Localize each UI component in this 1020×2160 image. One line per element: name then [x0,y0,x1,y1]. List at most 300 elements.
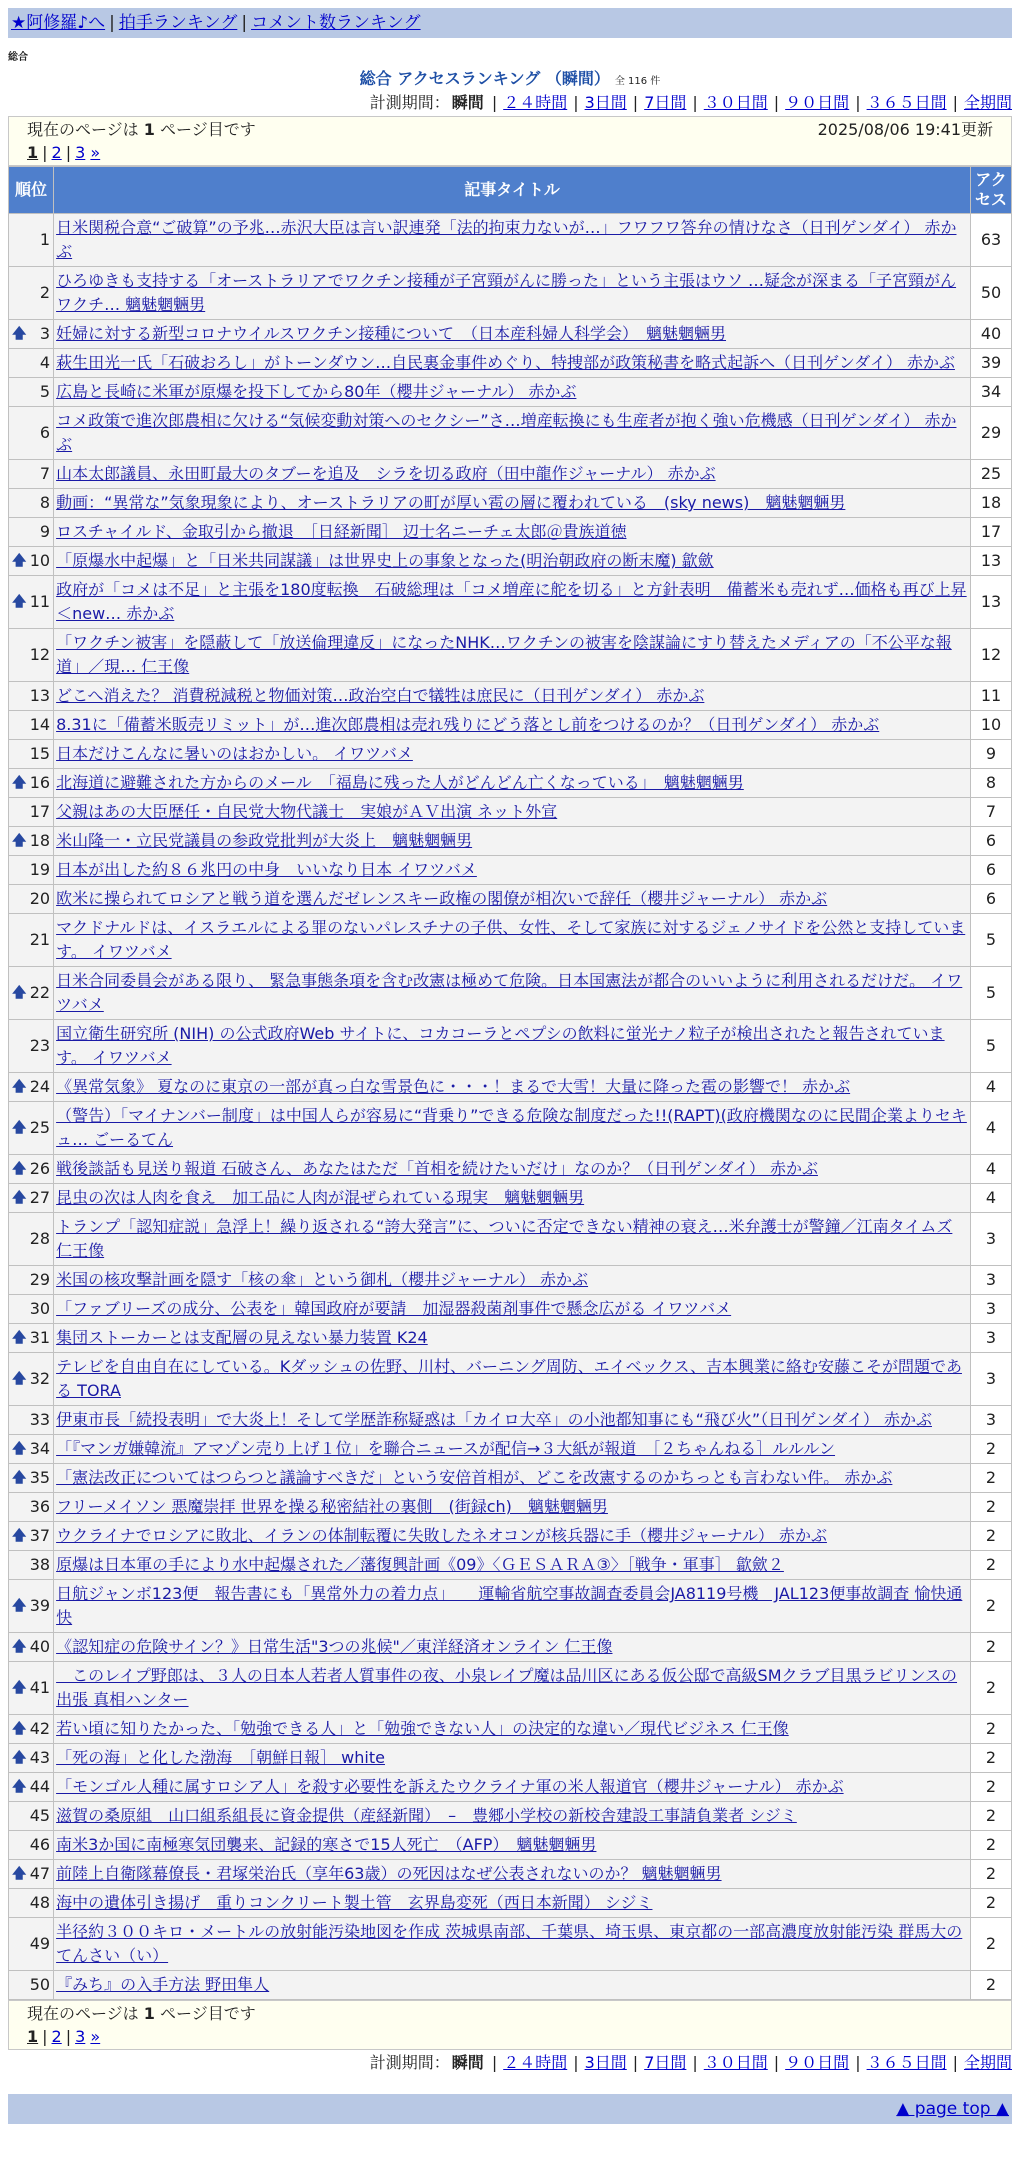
title-cell [54,967,971,1020]
access-count: 13 [971,547,1012,576]
table-row [9,576,1012,629]
rank-number: 27 [29,1188,51,1207]
info-box-bottom [8,2000,1012,2050]
category-label: 総合 [8,52,28,63]
period-link[interactable]: 全期間 [963,93,1012,112]
rank-number: 26 [29,1159,51,1178]
ranking-table [8,166,1012,2000]
rank-cell [9,1493,54,1522]
rank-cell [9,827,54,856]
table-row [9,547,1012,576]
rank-number: 33 [29,1410,51,1429]
table-row [9,1831,1012,1860]
table-row [9,1102,1012,1155]
rank-cell [9,1073,54,1102]
rank-number: 45 [29,1806,51,1825]
rank-number: 8 [39,493,51,512]
article-link[interactable]: 昆虫の次は人肉を食え 加工品に人肉が混ぜられている現実 魑魅魍魎男 [56,1188,585,1207]
title-cell [54,827,971,856]
article-link[interactable]: 南米3か国に南極寒気団襲来、記録的寒さで15人死亡 （AFP） 魑魅魍魎男 [56,1835,597,1854]
table-row [9,1155,1012,1184]
rank-cell [9,1020,54,1073]
table-row [9,1744,1012,1773]
home-link[interactable]: ★阿修羅♪へ [11,13,106,33]
table-row [9,1580,1012,1633]
access-count: 2 [971,1744,1012,1773]
info-box-top [8,116,1012,166]
period-link[interactable]: ２４時間 [503,93,568,112]
rank-number: 4 [39,353,51,372]
title-cell [54,1406,971,1435]
rank-cell [9,885,54,914]
up-arrow-icon: 🡅 [12,1190,27,1206]
period-link[interactable]: ９０日間 [785,2053,850,2072]
up-arrow-icon: 🡅 [12,1470,27,1486]
page-link[interactable]: 2 [51,143,62,162]
access-count: 17 [971,518,1012,547]
rank-number: 5 [39,382,51,401]
rank-cell [9,967,54,1020]
period-link[interactable]: 3日間 [584,93,627,112]
article-link[interactable]: 「『マンガ嫌韓流』アマゾン売り上げ１位」を聯合ニュースが配信→３大紙が報道 ［２ちゃんねる］ルルルン [56,1439,836,1458]
access-count: 13 [971,576,1012,629]
table-row [9,885,1012,914]
rank-cell [9,856,54,885]
article-link[interactable]: 戦後談話も見送り報道 石破さん、あなたはただ「首相を続けたいだけ」なのか？（日刊ゲンダイ） 赤かぶ [56,1159,818,1178]
article-link[interactable]: 日航ジャンボ123便 報告書にも「異常外力の着力点」 運輸省航空事故調査委員会JA8119号機 JAL123便事故調査 愉快通快 [56,1584,963,1627]
rank-cell [9,914,54,967]
rank-number: 39 [29,1596,51,1615]
period-separator: | [491,93,498,112]
page-title: 総合 アクセスランキング （瞬間） [359,69,610,88]
access-count: 2 [971,1889,1012,1918]
access-count: 2 [971,1551,1012,1580]
rank-number: 30 [29,1299,51,1318]
article-link[interactable]: コメ政策で進次郎農相に欠ける“気候変動対策へのセクシー”さ…増産転換にも生産者が抱く強い危機感（日刊ゲンダイ） 赤かぶ [56,411,957,454]
title-cell [54,798,971,827]
title-cell [54,1213,971,1266]
title-cell [54,1889,971,1918]
title-cell [54,1744,971,1773]
title-cell [54,460,971,489]
article-link[interactable]: 山本太郎議員、永田町最大のタブーを追及 シラを切る政府（田中龍作ジャーナル） 赤かぶ [56,464,716,483]
period-current: 瞬間 [451,93,484,112]
rank-number: 9 [39,522,51,541]
rank-cell [9,1102,54,1155]
table-row [9,320,1012,349]
article-link[interactable]: 日米関税合意“ご破算”の予兆…赤沢大臣は言い訳連発「法的拘束力ないが…」フワフワ答弁の情けなさ（日刊ゲンダイ） 赤かぶ [56,218,957,261]
rank-cell [9,1464,54,1493]
period-link[interactable]: 全期間 [963,2053,1012,2072]
up-arrow-icon: 🡅 [12,833,27,849]
access-count: 4 [971,1184,1012,1213]
rank-cell [9,1266,54,1295]
table-row [9,1918,1012,1971]
title-cell [54,1662,971,1715]
access-count: 3 [971,1324,1012,1353]
total-count: 全 116 件 [614,76,661,87]
article-link[interactable]: 滋賀の桑原組 山口組系組長に資金提供（産経新聞） – 豊郷小学校の新校舎建設工事請負業者 シジミ [56,1806,797,1825]
footer-bar [8,2094,1012,2124]
access-count: 2 [971,1662,1012,1715]
table-row [9,1493,1012,1522]
title-cell [54,740,971,769]
article-link[interactable]: 妊婦に対する新型コロナウイルスワクチン接種について （日本産科婦人科学会） 魑魅魍魎男 [56,324,727,343]
title-cell [54,914,971,967]
rank-cell [9,1918,54,1971]
title-cell [54,267,971,320]
article-link[interactable]: 《異常気象》 夏なのに東京の一部が真っ白な雪景色に・・・！まるで大雪！大量に降った雹の影響で！ 赤かぶ [56,1077,851,1096]
title-cell [54,1715,971,1744]
table-row [9,856,1012,885]
up-arrow-icon: 🡅 [12,985,27,1001]
page-separator: | [65,2027,72,2046]
rank-cell [9,1580,54,1633]
rank-header: 順位 [9,167,54,214]
article-link[interactable]: 集団ストーカーとは支配層の見えない暴力装置 K24 [56,1328,428,1347]
rank-number: 49 [29,1934,51,1953]
rank-number: 14 [29,715,51,734]
period-separator: | [491,2053,498,2072]
up-arrow-icon: 🡅 [12,1721,27,1737]
table-row [9,1353,1012,1406]
next-page-link[interactable]: » [90,143,101,162]
period-separator: | [773,93,780,112]
rank-number: 20 [29,889,51,908]
rank-cell [9,547,54,576]
rank-number: 1 [39,230,51,249]
access-count: 9 [971,740,1012,769]
access-count: 5 [971,1020,1012,1073]
article-link[interactable]: 政府が「コメは不足」と主張を180度転換 石破総理は「コメ増産に舵を切る」と方針表明 備蓄米も売れず…価格も再び上昇＜new… 赤かぶ [56,580,967,623]
period-link[interactable]: 7日間 [644,2053,687,2072]
access-count: 2 [971,1860,1012,1889]
article-link[interactable]: マクドナルドは、イスラエルによる罪のないパレスチナの子供、女性、そして家族に対するジェノサイドを公然と支持しています。 イワツバメ [56,918,966,961]
title-cell [54,1580,971,1633]
access-count: 2 [971,1435,1012,1464]
rank-number: 16 [29,773,51,792]
rank-number: 7 [39,464,51,483]
rank-cell [9,1633,54,1662]
article-link[interactable]: 日米合同委員会がある限り、 緊急事態条項を含む改憲は極めて危険。日本国憲法が都合のいいように利用されるだけだ。 イワツバメ [56,971,963,1014]
article-link[interactable]: 欧米に操られてロシアと戦う道を選んだゼレンスキー政権の閣僚が相次いで辞任（櫻井ジャーナル） 赤かぶ [56,889,828,908]
table-row [9,1522,1012,1551]
article-link[interactable]: どこへ消えた？ 消費税減税と物価対策…政治空白で犠牲は庶民に（日刊ゲンダイ） 赤かぶ [56,686,705,705]
period-separator: | [952,2053,958,2072]
up-arrow-icon: 🡅 [12,1330,27,1346]
title-cell [54,1295,971,1324]
period-link[interactable]: ２４時間 [503,2053,568,2072]
article-link[interactable]: 日本だけこんなに暑いのはおかしい。 イワツバメ [56,744,413,763]
access-count: 2 [971,1580,1012,1633]
article-link[interactable]: 若い頃に知りたかった、「勉強できる人」と「勉強できない人」の決定的な違い／現代ビジネス 仁王像 [56,1719,789,1738]
article-link[interactable]: 「憲法改正についてはつらつと議論すべきだ」という安倍首相が、どこを改憲するのかちっとも言わない件。 赤かぶ [56,1468,893,1487]
title-cell [54,1493,971,1522]
period-link[interactable]: 3日間 [584,2053,627,2072]
article-link[interactable]: ロスチャイルド、金取引から撤退 ［日経新聞］ 辺士名ニーチェ太郎＠貴族道徳 [56,522,627,541]
page-current: 1 [27,143,39,162]
title-cell [54,1464,971,1493]
table-row [9,1860,1012,1889]
rank-number: 15 [29,744,51,763]
rank-number: 28 [29,1229,51,1248]
access-count: 18 [971,489,1012,518]
access-count: 2 [971,1802,1012,1831]
article-link[interactable]: 伊東市長「続投表明」で大炎上！そして学歴詐称疑惑は「カイロ大卒」の小池都知事にも“飛び火”（日刊ゲンダイ） 赤かぶ [56,1410,932,1429]
up-arrow-icon: 🡅 [12,1680,27,1696]
table-row [9,629,1012,682]
rank-number: 23 [29,1036,51,1055]
article-link[interactable]: 「死の海」と化した渤海 ［朝鮮日報］ white [56,1748,385,1767]
rank-cell [9,740,54,769]
article-link[interactable]: 「ファブリーズの成分、公表を」韓国政府が要請 加湿器殺菌剤事件で懸念広がる イワツバメ [56,1299,732,1318]
table-row [9,1324,1012,1353]
title-cell [54,1073,971,1102]
rank-cell [9,1802,54,1831]
page-separator: | [42,2027,48,2046]
access-count: 10 [971,711,1012,740]
rank-number: 29 [29,1270,51,1289]
up-arrow-icon: 🡅 [12,1161,27,1177]
period-link[interactable]: ３６５日間 [866,2053,947,2072]
article-link[interactable]: 広島と長崎に米軍が原爆を投下してから80年（櫻井ジャーナル） 赤かぶ [56,382,577,401]
period-selector [0,90,1012,116]
table-row [9,1662,1012,1715]
ranking-body [9,214,1012,2000]
table-row [9,967,1012,1020]
rank-cell [9,1155,54,1184]
rank-number: 13 [29,686,51,705]
title-cell [54,1773,971,1802]
article-link[interactable]: 前陸上自衛隊幕僚長・君塚栄治氏（享年63歳）の死因はなぜ公表されないのか？ 魑魅魍魎男 [56,1864,722,1883]
period-link[interactable]: ３０日間 [703,93,768,112]
table-row [9,378,1012,407]
article-link[interactable]: 海中の遺体引き揚げ 重りコンクリート製土管 玄界島変死（西日本新聞） シジミ [56,1893,653,1912]
article-link[interactable]: ひろゆきも支持する「オーストラリアでワクチン接種が子宮頸がんに勝った」という主張はウソ …疑念が深まる「子宮頸がんワクチ… 魑魅魍魎男 [56,271,957,314]
access-count: 11 [971,682,1012,711]
title-cell [54,682,971,711]
rank-number: 43 [29,1748,51,1767]
rank-number: 44 [29,1777,51,1796]
comment-ranking-link[interactable]: コメント数ランキング [251,13,421,33]
title-cell [54,1324,971,1353]
rank-number: 35 [29,1468,51,1487]
rank-number: 17 [29,802,51,821]
rank-cell [9,267,54,320]
article-link[interactable]: 米国の核攻撃計画を隠す「核の傘」という御札（櫻井ジャーナル） 赤かぶ [56,1270,589,1289]
article-link[interactable]: 「モンゴル人種に属すロシア人」を殺す必要性を訴えたウクライナ軍の米人報道官（櫻井ジャーナル） 赤かぶ [56,1777,844,1796]
access-count: 3 [971,1213,1012,1266]
up-arrow-icon: 🡅 [12,1079,27,1095]
access-count: 6 [971,856,1012,885]
period-link[interactable]: ３６５日間 [866,93,947,112]
article-link[interactable]: 動画：“異常な”気象現象により、オーストラリアの町が厚い雹の層に覆われている (sky news) 魑魅魍魎男 [56,493,846,512]
access-count: 2 [971,1918,1012,1971]
title-cell [54,1860,971,1889]
period-label: 計測期間： [369,2053,450,2072]
title-cell [54,214,971,267]
rank-cell [9,489,54,518]
rank-cell [9,1971,54,2000]
access-count: 39 [971,349,1012,378]
up-arrow-icon: 🡅 [12,775,27,791]
rank-number: 18 [29,831,51,850]
table-row [9,711,1012,740]
table-row [9,1213,1012,1266]
article-link[interactable]: 国立衛生研究所 (NIH) の公式政府Web サイトに、コカコーラとペプシの飲料に蛍光ナノ粒子が検出されたと報告されています。 イワツバメ [56,1024,945,1067]
table-row [9,1802,1012,1831]
table-row [9,1889,1012,1918]
period-link[interactable]: 7日間 [644,93,687,112]
title-cell [54,885,971,914]
table-row [9,1295,1012,1324]
title-cell [54,1184,971,1213]
title-cell [54,1266,971,1295]
title-cell [54,407,971,460]
article-link[interactable]: テレビを自由自在にしている。Kダッシュの佐野、川村、バーニング周防、エイベックス、吉本興業に絡む安藤こそが問題である TORA [56,1357,962,1400]
rank-number: 2 [39,283,51,302]
rank-number: 48 [29,1893,51,1912]
rank-cell [9,349,54,378]
page-link[interactable]: 3 [75,2027,86,2046]
rank-cell [9,1184,54,1213]
table-row [9,1773,1012,1802]
next-page-link[interactable]: » [90,2027,101,2046]
access-count: 2 [971,1831,1012,1860]
top-nav-bar [8,8,1012,38]
access-count: 4 [971,1102,1012,1155]
table-row [9,1184,1012,1213]
access-count: 12 [971,629,1012,682]
article-link[interactable]: 米山隆一・立民党議員の参政党批判が大炎上 魑魅魍魎男 [56,831,473,850]
period-label: 計測期間： [369,93,450,112]
title-cell [54,1435,971,1464]
title-cell [54,629,971,682]
article-link[interactable]: 萩生田光一氏「石破おろし」がトーンダウン…自民裏金事件めぐり、特捜部が政策秘書を略式起訴へ（日刊ゲンダイ） 赤かぶ [56,353,955,372]
period-separator: | [952,93,958,112]
title-cell [54,576,971,629]
article-link[interactable]: このレイプ野郎は、３人の日本人若者人質事件の夜、小泉レイプ魔は品川区にある仮公邸で高級SMクラブ目黒ラビリンスの出張 真相ハンター [56,1666,958,1709]
rank-cell [9,407,54,460]
page-top-link[interactable]: ▲ page top ▲ [896,2099,1009,2119]
title-cell [54,320,971,349]
clap-ranking-link[interactable]: 拍手ランキング [118,13,238,33]
rank-number: 24 [29,1077,51,1096]
rank-number: 10 [29,551,51,570]
rank-cell [9,1860,54,1889]
period-separator: | [573,2053,579,2072]
table-row [9,914,1012,967]
article-link[interactable]: 8.31に「備蓄米販売リミット」が…進次郎農相は売れ残りにどう落とし前をつけるのか？（日刊ゲンダイ） 赤かぶ [56,715,880,734]
updated-timestamp: 2025/08/06 19:41更新 [817,120,993,139]
rank-cell [9,711,54,740]
article-link[interactable]: 「ワクチン被害」を隠蔽して「放送倫理違反」になったNHK…ワクチンの被害を陰謀論にすり替えたメディアの「不公平な報道」／現… 仁王像 [56,633,952,676]
access-count: 4 [971,1155,1012,1184]
rank-cell [9,518,54,547]
page-current: 1 [27,2027,39,2046]
article-link[interactable]: 「原爆水中起爆」と「日米共同謀議」は世界史上の事象となった(明治朝政府の断末魔) 歙歛 [56,551,714,570]
article-link[interactable]: 原爆は日本軍の手により水中起爆された／藩復興計画《09》〈ＧＥＳＡＲＡ③〉［戦争・軍事］ 歙歛２ [56,1555,784,1574]
article-link[interactable]: フリーメイソン 悪魔崇拝 世界を操る秘密結社の裏側 (街録ch) 魑魅魍魎男 [56,1497,608,1516]
rank-cell [9,1773,54,1802]
title-cell [54,711,971,740]
rank-cell [9,214,54,267]
rank-cell [9,769,54,798]
access-count: 34 [971,378,1012,407]
period-selector [0,2050,1012,2076]
period-separator: | [692,93,698,112]
table-row [9,1633,1012,1662]
current-page-text: 現在のページは 1 ページ目です [27,120,256,139]
rank-number: 19 [29,860,51,879]
access-count: 3 [971,1266,1012,1295]
article-link[interactable]: 《認知症の危険サイン？》日常生活"3つの兆候"／東洋経済オンライン 仁王像 [56,1637,613,1656]
rank-number: 25 [29,1118,51,1137]
access-count: 3 [971,1406,1012,1435]
table-row [9,349,1012,378]
table-row [9,489,1012,518]
article-link[interactable]: 半径約３００キロ・メートルの放射能汚染地図を作成 茨城県南部、千葉県、埼玉県、東京都の一部高濃度放射能汚染 群馬大のてんさい（い） [56,1922,963,1965]
page-link[interactable]: 2 [51,2027,62,2046]
period-separator: | [692,2053,698,2072]
period-separator: | [632,93,639,112]
rank-number: 22 [29,983,51,1002]
up-arrow-icon: 🡅 [12,1120,27,1136]
rank-cell [9,1662,54,1715]
access-count: 3 [971,1295,1012,1324]
rank-number: 12 [29,645,51,664]
rank-number: 38 [29,1555,51,1574]
count-header: アクセス [971,167,1012,214]
access-count: 5 [971,967,1012,1020]
page-link[interactable]: 3 [75,143,86,162]
table-row [9,460,1012,489]
period-link[interactable]: ３０日間 [703,2053,768,2072]
current-page-text: 現在のページは 1 ページ目です [27,2004,256,2023]
rank-number: 37 [29,1526,51,1545]
article-link[interactable]: ウクライナでロシアに敗北、イランの体制転覆に失敗したネオコンが核兵器に手（櫻井ジャーナル） 赤かぶ [56,1526,827,1545]
pagination [27,2025,993,2049]
up-arrow-icon: 🡅 [12,1779,27,1795]
article-link[interactable]: 父親はあの大臣歴任・自民党大物代議士 実娘がＡＶ出演 ネット外宣 [56,802,558,821]
rank-cell [9,1324,54,1353]
table-row [9,1266,1012,1295]
rank-number: 3 [39,324,51,343]
article-link[interactable]: 北海道に避難された方からのメール 「福島に残った人がどんどん亡くなっている」 魑魅魍魎男 [56,773,744,792]
period-link[interactable]: ９０日間 [785,93,850,112]
period-separator: | [855,93,861,112]
period-separator: | [632,2053,639,2072]
article-link[interactable]: （警告）「マイナンバー制度」は中国人らが容易に“背乗り”できる危険な制度だった!!(RAPT)(政府機関なのに民間企業よりセキュ… ごーるてん [56,1106,967,1149]
access-count: 5 [971,914,1012,967]
up-arrow-icon: 🡅 [12,1639,27,1655]
rank-cell [9,320,54,349]
table-row [9,1073,1012,1102]
page-title-row [0,68,1020,90]
rank-cell [9,1522,54,1551]
article-link[interactable]: 『みち』の入手方法 野田隼人 [56,1975,270,1994]
access-count: 6 [971,827,1012,856]
article-link[interactable]: トランプ「認知症説」急浮上！繰り返される“誇大発言”に、ついに否定できない精神の衰え…米弁護士が警鐘／江南タイムズ 仁王像 [56,1217,953,1260]
rank-number: 42 [29,1719,51,1738]
rank-cell [9,460,54,489]
article-link[interactable]: 日本が出した約８６兆円の中身 いいなり日本 イワツバメ [56,860,477,879]
up-arrow-icon: 🡅 [12,1750,27,1766]
rank-cell [9,576,54,629]
access-count: 2 [971,1464,1012,1493]
access-count: 2 [971,1773,1012,1802]
access-count: 29 [971,407,1012,460]
